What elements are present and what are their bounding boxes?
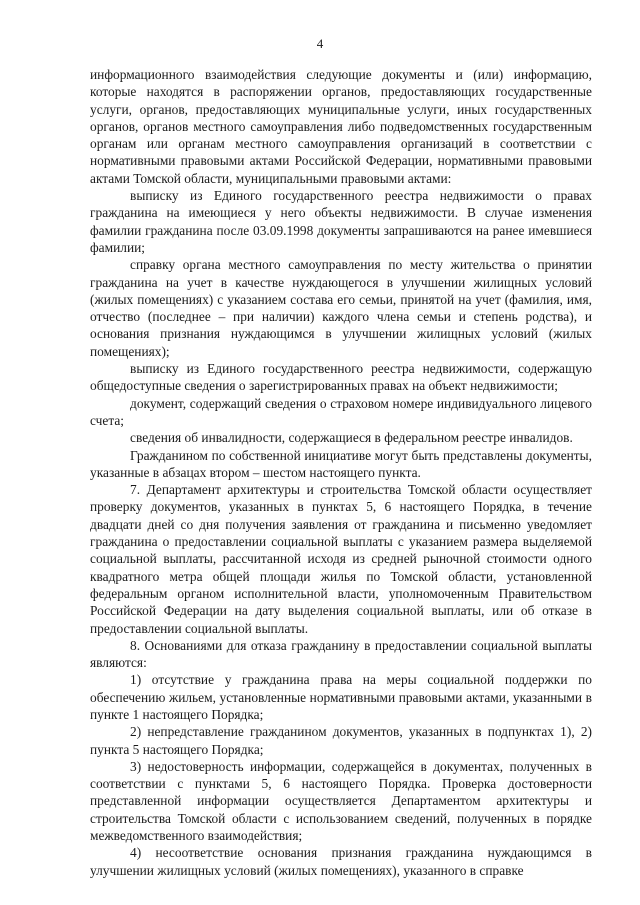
paragraph-subitem-4: 4) несоответствие основания признания гражданина нуждающимся в улучшении жилищных условий (жилых помещениях), указанного в справке bbox=[90, 845, 592, 878]
page-number: 4 bbox=[316, 36, 324, 51]
paragraph-item-7: 7. Департамент архитектуры и строительства Томской области осуществляет проверку документов, указанных в пунктах 5, 6 настоящего Порядка, в течение двадцати дней со дня получения заявления от гражданина и письменно уведомляет гражданина о предоставлении социальной выплаты с указанием размера выделяемой социальной выплаты, рассчитанной исходя из средней рыночной стоимости одного квадратного метра общей площади жилья по Томской области, установленной федеральным органом исполнительной власти, уполномоченным Правительством Российской Федерации на дату выделения социальной выплаты, или об отказе в предоставлении социальной выплаты. bbox=[90, 482, 592, 636]
paragraph-subitem-1: 1) отсутствие у гражданина права на меры социальной поддержки по обеспечению жильем, установленные нормативными правовыми актами, указанными в пункте 1 настоящего Порядка; bbox=[90, 672, 592, 722]
paragraph-egrn-public-extract: выписку из Единого государственного реестра недвижимости, содержащую общедоступные сведения о зарегистрированных правах на объект недвижимости; bbox=[90, 361, 592, 394]
paragraph-own-initiative: Гражданином по собственной инициативе могут быть представлены документы, указанные в абзацах втором – шестом настоящего пункта. bbox=[90, 447, 592, 480]
paragraph-local-authority-certificate: справку органа местного самоуправления по месту жительства о принятии гражданина на учет в качестве нуждающегося в улучшении жилищных условий (жилых помещениях) с указанием состава его семьи, принятой на учет (фамилия, имя, отчество (последнее – при наличии) каждого члена семьи и степень родства), и основания признания нуждающимся в улучшении жилищных условий (жилых помещениях); bbox=[90, 257, 592, 359]
document-body bbox=[90, 66, 592, 879]
paragraph-disability-info: сведения об инвалидности, содержащиеся в федеральном реестре инвалидов. bbox=[130, 430, 573, 446]
paragraph-snils-document: документ, содержащий сведения о страховом номере индивидуального лицевого счета; bbox=[90, 395, 592, 428]
paragraph-item-8: 8. Основаниями для отказа гражданину в предоставлении социальной выплаты являются: bbox=[90, 637, 592, 671]
paragraph-subitem-2: 2) непредставление гражданином документов, указанных в подпунктах 1), 2) пункта 5 настоящего Порядка; bbox=[90, 724, 592, 757]
paragraph-continuation: информационного взаимодействия следующие документы и (или) информацию, которые находятся в распоряжении органов, предоставляющих государственные услуги, органов, предоставляющих муниципальные услуги, иных государственных органов, органов местного самоуправления либо подведомственных государственным органам или органам местного самоуправления организаций в соответствии с нормативными правовыми актами Российской Федерации, нормативными правовыми актами Томской области, муниципальными правовыми актами: bbox=[90, 67, 592, 186]
paragraph-subitem-3: 3) недостоверность информации, содержащейся в документах, полученных в соответствии с пунктами 5, 6 настоящего Порядка. Проверка достоверности представленной информации осуществляется Департаментом архитектуры и строительства Томской области с использованием сведений, полученных в порядке межведомственного взаимодействия; bbox=[90, 758, 592, 844]
paragraph-egrn-rights-extract: выписку из Единого государственного реестра недвижимости о правах гражданина на имеющиеся у него объекты недвижимости. В случае изменения фамилии гражданина после 03.09.1998 документы запрашиваются на ранее имевшиеся фамилии; bbox=[90, 188, 592, 255]
